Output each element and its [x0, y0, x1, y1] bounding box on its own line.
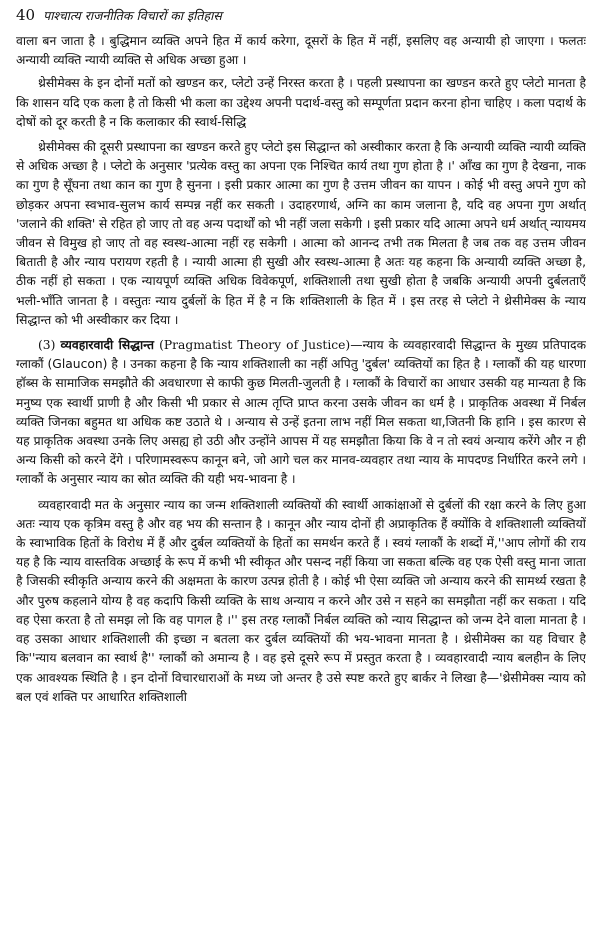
paragraph-pragmatist-view: व्यवहारवादी मत के अनुसार न्याय का जन्म शक्तिशाली व्यक्तियों की स्वार्थी आकांक्षाओं से दुर्बलों की रक्षा करने के लिए हुआ अतः न्याय एक कृत्रिम वस्तु है और वह भय की सन्तान है । कानून और न्याय दोनों ही अप्राकृतिक हैं क्योंकि वे शक्तिशाली व्यक्तियों के स्वाभाविक हितों के विरोध में हैं और दुर्बल व्यक्तियों के हितों का समर्थन करते हैं । स्वयं ग्लाकौं के शब्दों में,''आप लोगों की राय यह है कि न्याय वास्तविक अच्छाई के रूप में कभी भी स्वीकृत और पसन्द नहीं किया जा सकता बल्कि वह एक ऐसी वस्तु माना जाता है जिसकी स्वीकृति अन्याय करने की अक्षमता के कारण उत्पन्न होती है । कोई भी ऐसा व्यक्ति जो अन्याय करने की सामर्थ्य रखता है और पुरुष कहलाने योग्य है वह कदापि किसी व्यक्ति के साथ अन्याय न करने और उसे न सहने का समझौता नहीं कर सकता । यदि वह ऐसा करता है तो समझ लो कि वह पागल है ।'' इस तरह ग्लाकौं निर्बल व्यक्ति को न्याय सिद्धान्त को जन्म देने वाला मानता है । वह उसका आधार शक्तिशाली की इच्छा न बतला कर दुर्बल व्यक्तियों की भय-भावना मानता है । थ्रेसीमेक्स का यह विचार है कि''न्याय बलवान का स्वार्थ है'' ग्लाकौं को अमान्य है । वह इसे दूसरे रूप में प्रस्तुत करता है । व्यवहारवादी न्याय बलहीन के लिए एक आवश्यक स्थिति है । इन दोनों विचारधाराओं के मध्य जो अन्तर है उसे स्पष्ट करते हुए बार्कर ने लिखा है—'थ्रेसीमेक्स न्याय को बल एवं शक्ति पर आधारित शक्तिशाली	[16, 497, 586, 704]
paragraph-second-proposition: थ्रेसीमेक्स की दूसरी प्रस्थापना का खण्डन करते हुए प्लेटो इस सिद्धान्त को अस्वीकार करता है कि अन्यायी व्यक्ति न्यायी व्यक्ति से अधिक अच्छा है । प्लेटो के अनुसार 'प्रत्येक वस्तु का अपना एक निश्चित कार्य तथा गुण होता है ।' आँख का गुण है देखना, नाक का गुण है सूँघना तथा कान का गुण है सुनना । इसी प्रकार आत्मा का गुण है उत्तम जीवन का यापन । कोई भी वस्तु अपने गुण को छोड़कर अपना स्वभाव-सुलभ कार्य सम्पन्न नहीं कर सकती । उदाहरणार्थ, अग्नि का काम जलाना है, यदि वह अपना गुण अर्थात् 'जलाने की शक्ति' से रहित हो जाए तो वह अन्य पदार्थों को भी नहीं जला सकेगी । इसी प्रकार यदि आत्मा अपने धर्म अर्थात् न्यायमय जीवन से विमुख हो जाए तो वह स्वस्थ-आत्मा नहीं रह सकेगी । आत्मा को आनन्द तभी तक मिलता है जब तक वह उत्तम जीवन बिताती है और न्याय परायण रहती है । न्यायी आत्मा ही सुखी और स्वस्थ-आत्मा है अतः यह कहना कि अन्यायी व्यक्ति अच्छा है, ठीक नहीं हो सकता । एक न्यायपूर्ण व्यक्ति अधिक विवेकपूर्ण, शक्तिशाली तथा सुखी होता है जबकि अन्यायी अपनी दुर्बलताएँ भली-भाँति जानता है । वस्तुतः न्याय दुर्बलों के हित में है न कि शक्तिशाली के हित में । इस तरह से प्लेटो ने थ्रेसीमेक्स के न्याय सिद्धान्त को भी अस्वीकार कर दिया ।	[16, 140, 586, 327]
section-number: (3)	[38, 338, 56, 353]
page-number: 40	[16, 6, 36, 24]
section-body: —न्याय के व्यवहारवादी सिद्धान्त के मुख्य प्रतिपादक ग्लाकौं (Glaucon) है । उनका कहना है कि न्याय शक्तिशाली का नहीं अपितु 'दुर्बल' व्यक्तियों का हित है । ग्लाकौं की यह धारणा हॉब्स के सामाजिक समझौते की अवधारणा से काफी कुछ मिलती-जुलती है । ग्लाकौं के विचारों का आधार उसकी यह मान्यता है कि मनुष्य एक स्वार्थी प्राणी है और किसी भी प्रकार से आत्म तृप्ति प्राप्त करना उसके जीवन का धर्म है । प्राकृतिक अवस्था में निर्बल व्यक्ति जिनका बहुमत था अधिक कष्ट उठाते थे । अन्याय से उन्हें इतना लाभ नहीं मिल सकता था,जितनी कि हानि । इस कारण से यह प्राकृतिक अवस्था उनके लिए असह्य हो उठी और उन्होंने आपस में यह समझौता किया कि वे न तो स्वयं अन्याय करेंगे और न ही अन्य किसी को करने देंगे । परिणामस्वरूप कानून बने, जो आगे चल कर मानव-व्यवहार तथा न्याय के मापदण्ड निर्धारित करने लगे । ग्लाकौं के अनुसार न्याय का स्रोत व्यक्ति की यही भय-भावना है ।	[16, 338, 586, 487]
section-heading: व्यवहारवादी सिद्धान्त	[60, 338, 154, 353]
book-page	[16, 6, 586, 926]
page-header	[16, 6, 586, 26]
section-heading-english: (Pragmatist Theory of Justice)	[159, 338, 351, 353]
running-title: पाश्चात्य राजनीतिक विचारों का इतिहास	[43, 8, 222, 23]
section-pragmatist-theory	[16, 336, 586, 490]
paragraph-plato-refutation: थ्रेसीमेक्स के इन दोनों मतों को खण्डन कर, प्लेटो उन्हें निरस्त करता है । पहली प्रस्थापना का खण्डन करते हुए प्लेटो मानता है कि शासन यदि एक कला है तो किसी भी कला का उद्देश्य अपनी पदार्थ-वस्तु को सम्पूर्णता प्रदान करना होना चाहिए । कला पदार्थ के दोषों को दूर करती है न कि कलाकार की स्वार्थ-सिद्धि	[16, 76, 586, 129]
paragraph-continuation: वाला बन जाता है । बुद्धिमान व्यक्ति अपने हित में कार्य करेगा, दूसरों के हित में नहीं, इसलिए वह अन्यायी हो जाएगा । फलतः अन्यायी व्यक्ति न्यायी व्यक्ति से अधिक अच्छा हुआ ।	[16, 34, 586, 68]
